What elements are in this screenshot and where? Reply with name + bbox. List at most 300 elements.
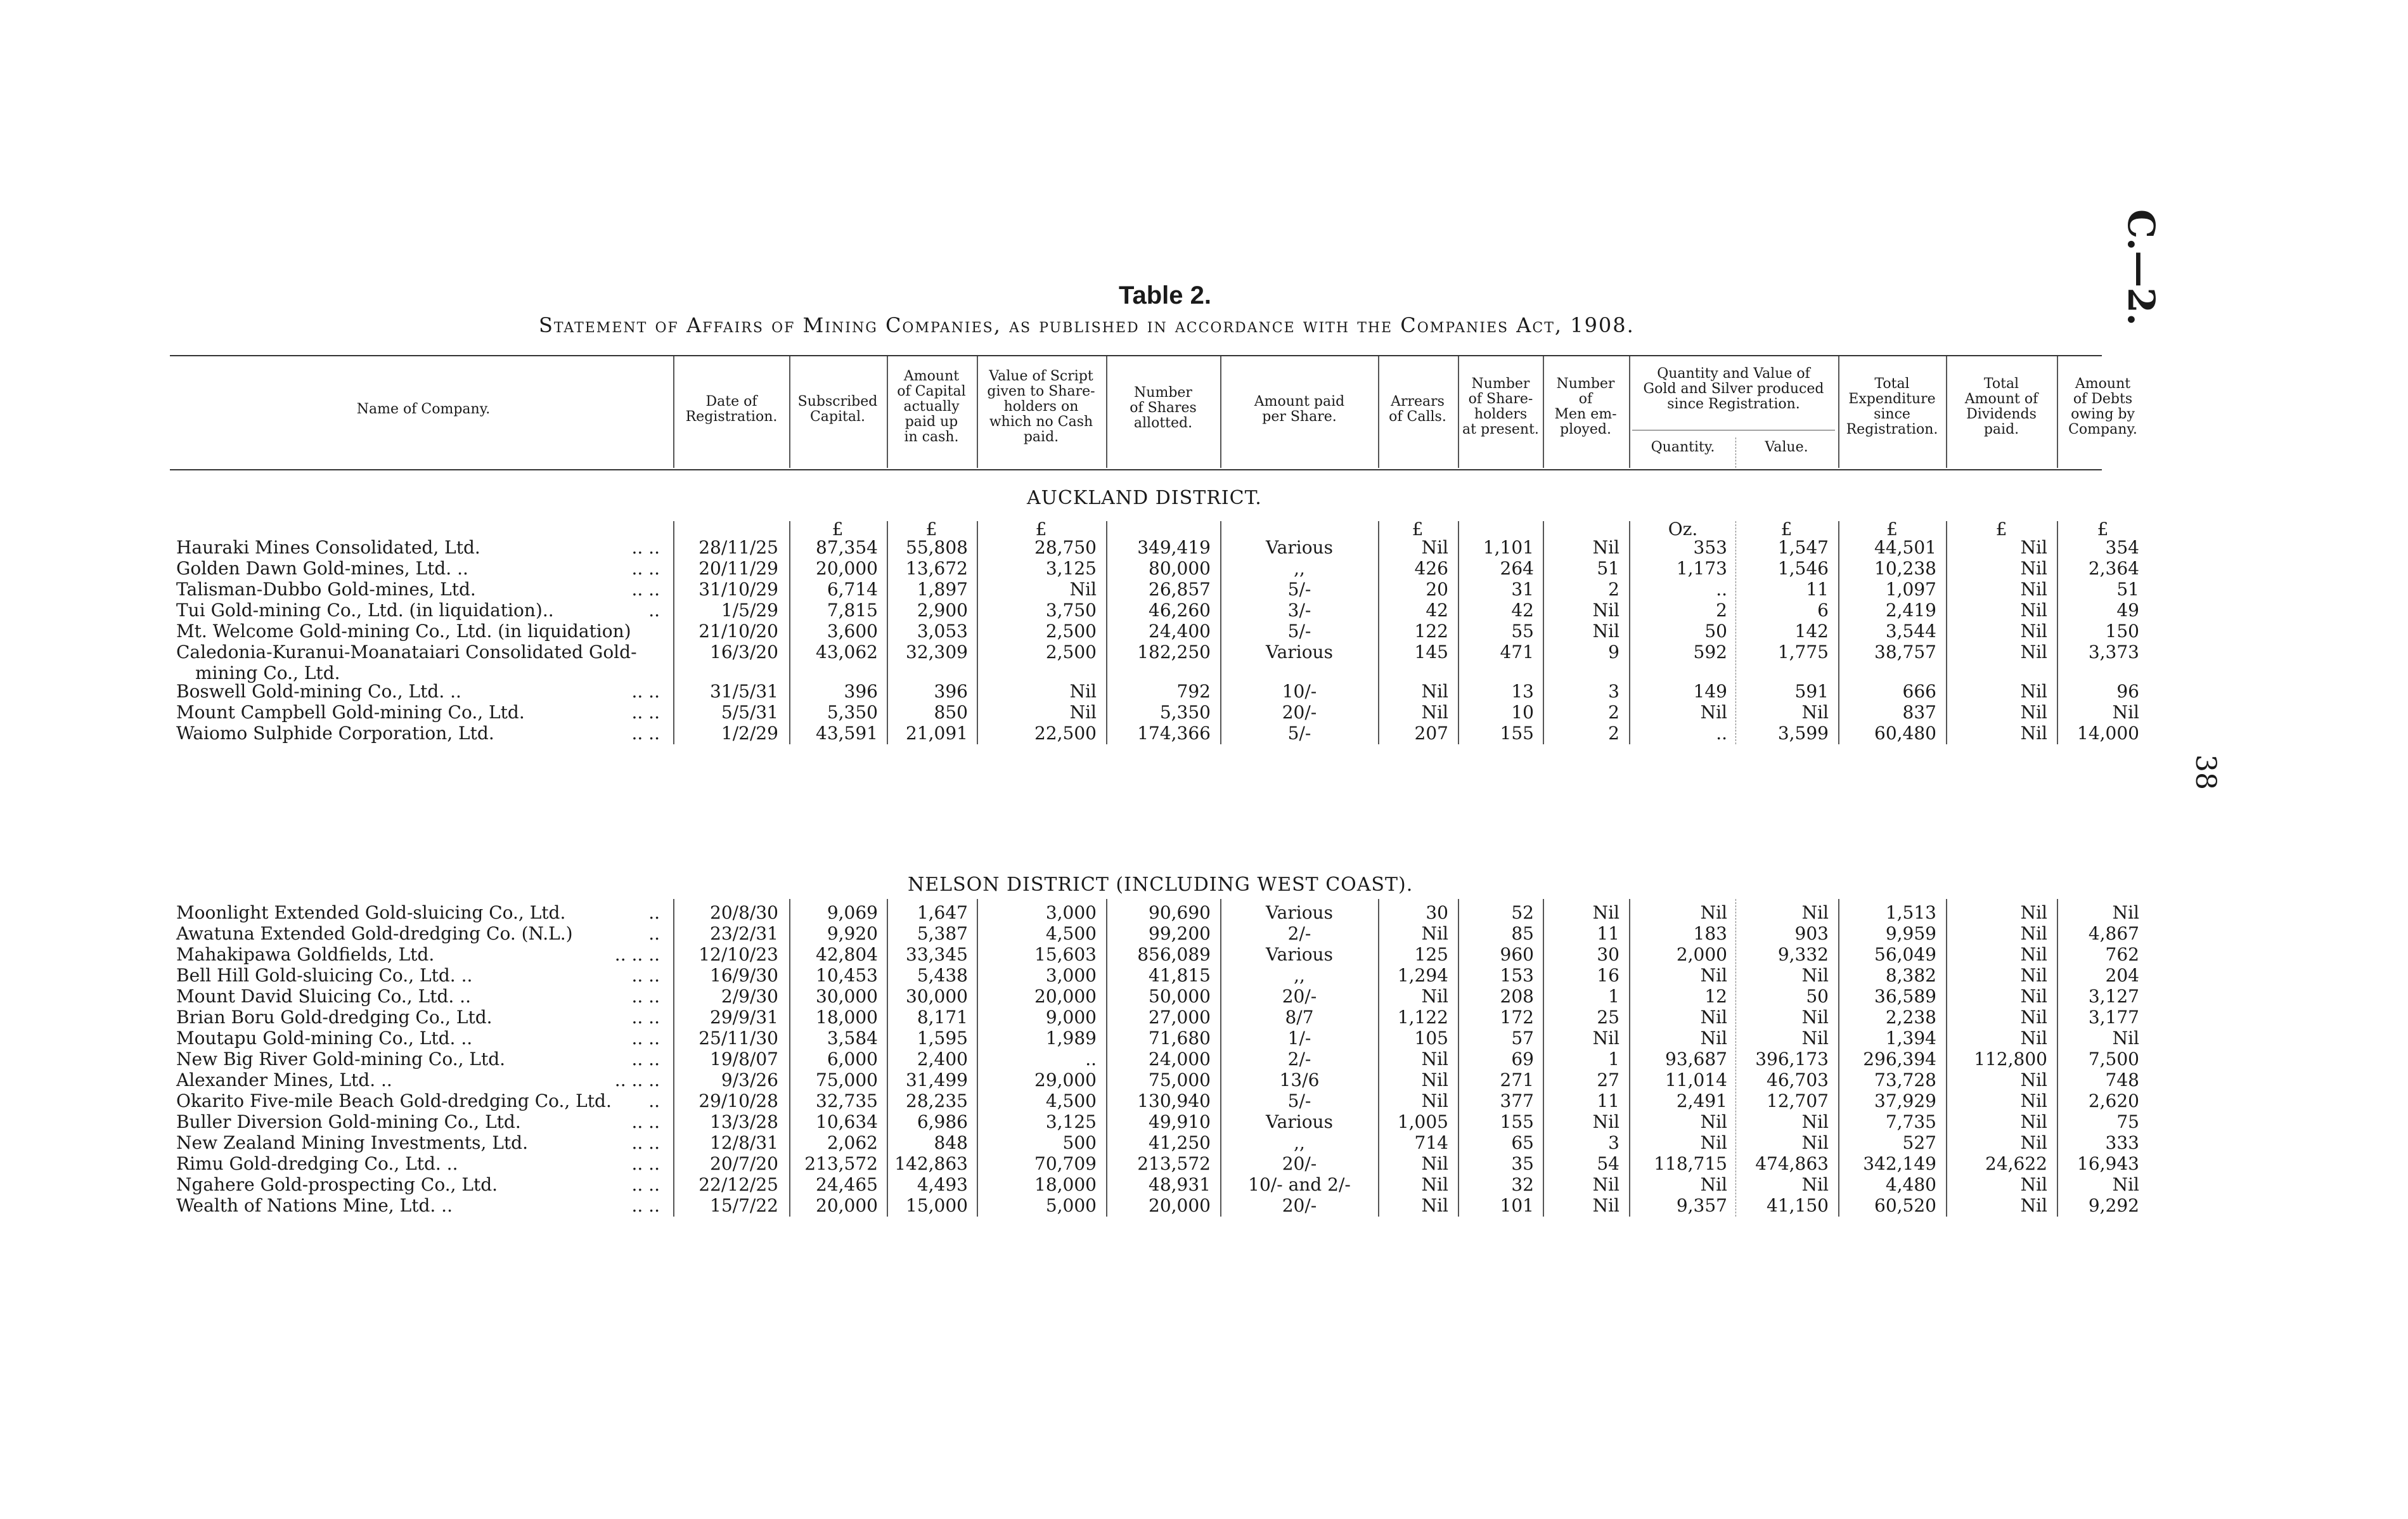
cell-subscribed: 213,572: [804, 1153, 878, 1174]
cell-script: 3,750: [1045, 600, 1097, 621]
cell-expend: 60,520: [1874, 1195, 1936, 1216]
header-per-share: [1223, 394, 1375, 425]
registration-date: 31/10/29: [699, 579, 778, 600]
column-separator: [1220, 521, 1221, 744]
cell-subscribed: 10,634: [816, 1111, 878, 1132]
cell-qty: 353: [1693, 537, 1727, 558]
cell-paid: 4,493: [917, 1174, 968, 1195]
cell-holders: 35: [1511, 1153, 1534, 1174]
cell-per-share: 20/-: [1282, 1153, 1317, 1174]
cell-shares: 46,260: [1149, 600, 1211, 621]
cell-debts: 9,292: [2088, 1195, 2139, 1216]
cell-divs: Nil: [2020, 702, 2047, 723]
cell-subscribed: 30,000: [816, 986, 878, 1007]
cell-men: 51: [1597, 558, 1619, 579]
column-separator: [673, 521, 674, 744]
header-script-line: holders on: [1003, 399, 1079, 415]
table-row: [0, 966, 2408, 986]
cell-per-share: ,,: [1294, 1132, 1305, 1153]
cell-subscribed: 9,920: [827, 923, 878, 944]
cell-value: 396,173: [1755, 1049, 1829, 1070]
cell-holders: 377: [1500, 1090, 1534, 1111]
header-men-line: Men em-: [1554, 406, 1617, 422]
cell-arrears: 426: [1414, 558, 1448, 579]
header-date: [677, 394, 786, 425]
column-separator: [1735, 521, 1736, 744]
header-subscribed-line: Capital.: [809, 409, 866, 425]
cell-debts: 3,127: [2088, 986, 2139, 1007]
cell-men: Nil: [1592, 537, 1619, 558]
header-men-line: of: [1578, 391, 1593, 407]
header-capital-paid-line: Amount: [903, 368, 960, 384]
column-separator: [1543, 521, 1544, 744]
header-gold-group: [1632, 366, 1835, 412]
header-men: [1545, 377, 1626, 437]
cell-script: 5,000: [1045, 1195, 1097, 1216]
header-script-line: paid.: [1023, 429, 1059, 445]
unit-arrears: £: [1412, 519, 1424, 540]
cell-subscribed: 6,714: [827, 579, 878, 600]
cell-debts: 14,000: [2077, 723, 2139, 744]
cell-paid: 30,000: [906, 986, 968, 1007]
column-separator: [1378, 521, 1379, 744]
cell-script: 20,000: [1034, 986, 1097, 1007]
header-dividends-line: Dividends: [1966, 406, 2037, 422]
cell-divs: Nil: [2020, 1195, 2047, 1216]
cell-per-share: Various: [1266, 537, 1333, 558]
cell-debts: 150: [2105, 621, 2139, 642]
header-men-line: Number: [1556, 376, 1615, 392]
leader-dots: .. .. ..: [614, 944, 660, 965]
cell-qty: Nil: [1700, 1174, 1727, 1195]
cell-divs: Nil: [2020, 1090, 2047, 1111]
cell-script: Nil: [1069, 579, 1097, 600]
company-name: Tui Gold-mining Co., Ltd. (in liquidation)..: [176, 600, 554, 621]
column-separator: [1629, 521, 1630, 744]
header-expenditure-line: Total: [1874, 376, 1910, 392]
cell-paid: 1,647: [917, 902, 968, 923]
cell-expend: 10,238: [1874, 558, 1936, 579]
cell-men: 3: [1608, 681, 1619, 702]
cell-men: 11: [1597, 923, 1619, 944]
cell-per-share: Various: [1266, 944, 1333, 965]
column-separator: [977, 521, 978, 744]
cell-arrears: Nil: [1421, 1195, 1448, 1216]
header-shareholders: [1461, 377, 1540, 437]
column-separator: [789, 899, 790, 1217]
cell-per-share: 8/7: [1285, 1007, 1314, 1028]
cell-holders: 271: [1500, 1070, 1534, 1090]
column-separator: [673, 899, 674, 1217]
registration-date: 16/3/20: [710, 642, 778, 663]
column-separator: [1220, 899, 1221, 1217]
cell-men: 1: [1608, 986, 1619, 1007]
cell-debts: 7,500: [2088, 1049, 2139, 1070]
cell-divs: Nil: [2020, 1028, 2047, 1049]
cell-arrears: 42: [1426, 600, 1448, 621]
cell-divs: Nil: [2020, 1174, 2047, 1195]
cell-debts: 354: [2105, 537, 2139, 558]
cell-paid: 396: [934, 681, 968, 702]
cell-debts: 16,943: [2077, 1153, 2139, 1174]
cell-qty: 11,014: [1665, 1070, 1727, 1090]
registration-date: 31/5/31: [710, 681, 778, 702]
cell-expend: 1,513: [1885, 902, 1936, 923]
leader-dots: ..: [648, 902, 660, 923]
header-arrears-line: Arrears: [1391, 394, 1445, 410]
cell-divs: Nil: [2020, 902, 2047, 923]
cell-qty: 9,357: [1676, 1195, 1727, 1216]
column-separator: [789, 356, 790, 468]
cell-men: 27: [1597, 1070, 1619, 1090]
cell-holders: 69: [1511, 1049, 1534, 1070]
header-dividends-line: Amount of: [1964, 391, 2038, 407]
cell-holders: 31: [1511, 579, 1534, 600]
cell-qty: 2: [1716, 600, 1727, 621]
cell-per-share: 20/-: [1282, 1195, 1317, 1216]
header-expenditure-line: Registration.: [1846, 422, 1938, 437]
cell-arrears: 207: [1414, 723, 1448, 744]
cell-holders: 172: [1500, 1007, 1534, 1028]
cell-per-share: 5/-: [1287, 1090, 1311, 1111]
cell-subscribed: 9,069: [827, 902, 878, 923]
cell-value: Nil: [1801, 1132, 1829, 1153]
cell-value: 9,332: [1777, 944, 1829, 965]
header-expenditure-line: Expenditure: [1848, 391, 1936, 407]
header-arrears: [1381, 394, 1455, 425]
cell-shares: 50,000: [1149, 986, 1211, 1007]
company-name: Alexander Mines, Ltd. ..: [176, 1070, 392, 1090]
cell-debts: 51: [2116, 579, 2139, 600]
cell-subscribed: 18,000: [816, 1007, 878, 1028]
header-value: Value.: [1765, 439, 1808, 455]
company-name: New Big River Gold-mining Co., Ltd.: [176, 1049, 506, 1070]
cell-men: 2: [1608, 723, 1619, 744]
company-name: Mount Campbell Gold-mining Co., Ltd.: [176, 702, 525, 723]
unit-dividends: £: [1995, 519, 2007, 540]
company-name: New Zealand Mining Investments, Ltd.: [176, 1132, 528, 1153]
cell-qty: ..: [1716, 579, 1727, 600]
leader-dots: ..: [648, 923, 660, 944]
cell-per-share: 1/-: [1287, 1028, 1311, 1049]
column-separator: [1838, 521, 1839, 744]
cell-expend: 36,589: [1874, 986, 1936, 1007]
cell-shares: 174,366: [1137, 723, 1211, 744]
cell-script: ..: [1085, 1049, 1097, 1070]
leader-dots: .. ..: [631, 1111, 660, 1132]
table-row: [0, 1133, 2408, 1153]
table-row: [0, 1154, 2408, 1174]
header-men-line: ployed.: [1560, 422, 1611, 437]
cell-shares: 856,089: [1137, 944, 1211, 965]
header-shares-line: Number: [1134, 385, 1192, 401]
cell-qty: Nil: [1700, 902, 1727, 923]
registration-date: 15/7/22: [710, 1195, 778, 1216]
cell-value: 903: [1794, 923, 1829, 944]
cell-expend: 527: [1902, 1132, 1936, 1153]
cell-debts: Nil: [2112, 902, 2139, 923]
cell-expend: 1,394: [1885, 1028, 1936, 1049]
cell-divs: Nil: [2020, 600, 2047, 621]
cell-script: 15,603: [1034, 944, 1097, 965]
cell-qty: Nil: [1700, 1132, 1727, 1153]
cell-subscribed: 42,804: [816, 944, 878, 965]
table-row: [0, 642, 2408, 663]
leader-dots: .. ..: [631, 1174, 660, 1195]
cell-subscribed: 20,000: [816, 1195, 878, 1216]
cell-men: Nil: [1592, 621, 1619, 642]
cell-value: Nil: [1801, 1028, 1829, 1049]
column-separator: [1106, 356, 1107, 468]
company-name-continuation: mining Co., Ltd.: [195, 663, 340, 683]
header-shares: [1109, 385, 1217, 431]
header-capital-paid-line: of Capital: [897, 384, 966, 399]
page-reference: C.—2.: [2120, 209, 2163, 326]
cell-divs: Nil: [2020, 1111, 2047, 1132]
registration-date: 21/10/20: [699, 621, 778, 642]
cell-qty: ..: [1716, 723, 1727, 744]
cell-expend: 9,959: [1885, 923, 1936, 944]
cell-holders: 264: [1500, 558, 1534, 579]
header-gold-group-line: since Registration.: [1667, 396, 1800, 412]
cell-script: 500: [1062, 1132, 1097, 1153]
company-name: Ngahere Gold-prospecting Co., Ltd.: [176, 1174, 498, 1195]
cell-arrears: 20: [1426, 579, 1448, 600]
cell-value: 1,547: [1777, 537, 1829, 558]
cell-shares: 349,419: [1137, 537, 1211, 558]
column-separator: [1106, 899, 1107, 1217]
cell-arrears: 1,122: [1397, 1007, 1448, 1028]
cell-holders: 155: [1500, 723, 1534, 744]
table-row: [0, 600, 2408, 621]
auckland-district-title: AUCKLAND DISTRICT.: [1027, 487, 1262, 509]
column-separator: [1946, 521, 1947, 744]
cell-qty: 12: [1704, 986, 1727, 1007]
cell-per-share: 20/-: [1282, 702, 1317, 723]
cell-qty: 50: [1704, 621, 1727, 642]
cell-script: 9,000: [1045, 1007, 1097, 1028]
table-row: [0, 621, 2408, 642]
cell-shares: 71,680: [1149, 1028, 1211, 1049]
cell-subscribed: 7,815: [827, 600, 878, 621]
cell-paid: 5,387: [917, 923, 968, 944]
cell-shares: 20,000: [1149, 1195, 1211, 1216]
unit-expenditure: £: [1886, 519, 1898, 540]
cell-paid: 15,000: [906, 1195, 968, 1216]
leader-dots: ..: [648, 600, 660, 621]
cell-holders: 471: [1500, 642, 1534, 663]
cell-debts: 748: [2105, 1070, 2139, 1090]
unit-debts: £: [2097, 519, 2109, 540]
cell-holders: 42: [1511, 600, 1534, 621]
cell-men: 30: [1597, 944, 1619, 965]
cell-qty: 149: [1693, 681, 1727, 702]
header-per-share-line: per Share.: [1262, 409, 1337, 425]
page-number: 38: [2189, 754, 2222, 790]
cell-expend: 8,382: [1885, 965, 1936, 986]
column-separator: [673, 356, 674, 468]
header-subscribed-line: Subscribed: [797, 394, 878, 410]
cell-men: 9: [1608, 642, 1619, 663]
cell-expend: 56,049: [1874, 944, 1936, 965]
cell-arrears: 105: [1414, 1028, 1448, 1049]
cell-expend: 3,544: [1885, 621, 1936, 642]
table-row: [0, 1091, 2408, 1111]
cell-shares: 26,857: [1149, 579, 1211, 600]
cell-shares: 182,250: [1137, 642, 1211, 663]
cell-value: 3,599: [1777, 723, 1829, 744]
cell-per-share: 5/-: [1287, 723, 1311, 744]
header-capital-paid-line: actually: [903, 399, 960, 415]
unit-subscribed: £: [832, 519, 844, 540]
cell-qty: Nil: [1700, 1007, 1727, 1028]
company-name: Wealth of Nations Mine, Ltd. ..: [176, 1195, 453, 1216]
cell-subscribed: 6,000: [827, 1049, 878, 1070]
cell-debts: 75: [2116, 1111, 2139, 1132]
table-row: [0, 723, 2408, 744]
cell-expend: 837: [1902, 702, 1936, 723]
cell-subscribed: 32,735: [816, 1090, 878, 1111]
company-name: Mahakipawa Goldfields, Ltd.: [176, 944, 435, 965]
header-date-line: Date of: [705, 394, 757, 410]
cell-script: 4,500: [1045, 923, 1097, 944]
cell-arrears: Nil: [1421, 1090, 1448, 1111]
cell-arrears: 145: [1414, 642, 1448, 663]
cell-expend: 37,929: [1874, 1090, 1936, 1111]
leader-dots: ..: [648, 1090, 660, 1111]
leader-dots: .. ..: [631, 723, 660, 744]
cell-arrears: Nil: [1421, 1174, 1448, 1195]
table-row: [0, 986, 2408, 1007]
cell-arrears: Nil: [1421, 537, 1448, 558]
cell-qty: Nil: [1700, 1028, 1727, 1049]
cell-value: Nil: [1801, 902, 1829, 923]
cell-qty: Nil: [1700, 1111, 1727, 1132]
cell-per-share: 2/-: [1287, 923, 1311, 944]
leader-dots: .. ..: [631, 702, 660, 723]
cell-expend: 4,480: [1885, 1174, 1936, 1195]
cell-debts: 333: [2105, 1132, 2139, 1153]
column-separator: [977, 899, 978, 1217]
cell-holders: 960: [1500, 944, 1534, 965]
cell-script: 70,709: [1034, 1153, 1097, 1174]
header-script-line: given to Share-: [987, 384, 1095, 399]
cell-value: 142: [1794, 621, 1829, 642]
cell-script: 2,500: [1045, 621, 1097, 642]
cell-subscribed: 24,465: [816, 1174, 878, 1195]
cell-divs: Nil: [2020, 537, 2047, 558]
table-row: [0, 1049, 2408, 1070]
column-separator: [887, 899, 888, 1217]
cell-per-share: ,,: [1294, 965, 1305, 986]
cell-per-share: 5/-: [1287, 579, 1311, 600]
registration-date: 19/8/07: [710, 1049, 778, 1070]
cell-script: 3,125: [1045, 558, 1097, 579]
cell-paid: 2,400: [917, 1049, 968, 1070]
unit-value: £: [1780, 519, 1793, 540]
column-separator: [1106, 521, 1107, 744]
cell-subscribed: 75,000: [816, 1070, 878, 1090]
cell-script: Nil: [1069, 702, 1097, 723]
company-name: Golden Dawn Gold-mines, Ltd. ..: [176, 558, 468, 579]
cell-divs: Nil: [2020, 986, 2047, 1007]
registration-date: 9/3/26: [721, 1070, 778, 1090]
header-script-line: which no Cash: [989, 414, 1093, 430]
cell-holders: 13: [1511, 681, 1534, 702]
table-row: [0, 1175, 2408, 1195]
registration-date: 23/2/31: [710, 923, 778, 944]
company-name: Hauraki Mines Consolidated, Ltd.: [176, 537, 480, 558]
cell-debts: Nil: [2112, 702, 2139, 723]
cell-expend: 60,480: [1874, 723, 1936, 744]
table-label: Table 2.: [1119, 281, 1211, 309]
company-name: Okarito Five-mile Beach Gold-dredging Co., Ltd.: [176, 1090, 612, 1111]
header-date-line: Registration.: [685, 409, 778, 425]
cell-divs: Nil: [2020, 723, 2047, 744]
table-row: [0, 1070, 2408, 1090]
cell-paid: 28,235: [906, 1090, 968, 1111]
header-gold-group-line: Quantity and Value of: [1657, 366, 1810, 382]
cell-arrears: 30: [1426, 902, 1448, 923]
cell-qty: 118,715: [1654, 1153, 1727, 1174]
cell-expend: 38,757: [1874, 642, 1936, 663]
cell-expend: 1,097: [1885, 579, 1936, 600]
registration-date: 25/11/30: [699, 1028, 778, 1049]
cell-debts: 49: [2116, 600, 2139, 621]
cell-paid: 55,808: [906, 537, 968, 558]
company-name: Boswell Gold-mining Co., Ltd. ..: [176, 681, 461, 702]
column-separator: [887, 356, 888, 468]
header-dividends-line: paid.: [1983, 422, 2019, 437]
cell-men: 11: [1597, 1090, 1619, 1111]
cell-per-share: Various: [1266, 902, 1333, 923]
header-top-rule: [170, 355, 2102, 356]
cell-per-share: 3/-: [1287, 600, 1311, 621]
cell-arrears: Nil: [1421, 702, 1448, 723]
cell-value: 6: [1817, 600, 1829, 621]
cell-men: Nil: [1592, 902, 1619, 923]
cell-arrears: Nil: [1421, 923, 1448, 944]
cell-paid: 32,309: [906, 642, 968, 663]
header-name-of-company: Name of Company.: [356, 401, 491, 417]
cell-debts: Nil: [2112, 1028, 2139, 1049]
cell-divs: Nil: [2020, 579, 2047, 600]
cell-value: 474,863: [1755, 1153, 1829, 1174]
cell-men: 54: [1597, 1153, 1619, 1174]
cell-men: 3: [1608, 1132, 1619, 1153]
cell-shares: 41,815: [1149, 965, 1211, 986]
cell-paid: 3,053: [917, 621, 968, 642]
company-name: Waiomo Sulphide Corporation, Ltd.: [176, 723, 494, 744]
cell-qty: Nil: [1700, 965, 1727, 986]
header-dividends-line: Total: [1983, 376, 2019, 392]
cell-per-share: 20/-: [1282, 986, 1317, 1007]
cell-qty: 592: [1693, 642, 1727, 663]
header-expenditure-line: since: [1874, 406, 1910, 422]
cell-qty: 2,491: [1676, 1090, 1727, 1111]
cell-script: 28,750: [1034, 537, 1097, 558]
leader-dots: .. ..: [631, 1007, 660, 1028]
cell-debts: 2,364: [2088, 558, 2139, 579]
cell-subscribed: 5,350: [827, 702, 878, 723]
table-row: [0, 1112, 2408, 1132]
registration-date: 1/5/29: [721, 600, 778, 621]
leader-dots: .. ..: [631, 537, 660, 558]
cell-subscribed: 10,453: [816, 965, 878, 986]
cell-shares: 27,000: [1149, 1007, 1211, 1028]
cell-value: Nil: [1801, 1174, 1829, 1195]
cell-divs: Nil: [2020, 944, 2047, 965]
